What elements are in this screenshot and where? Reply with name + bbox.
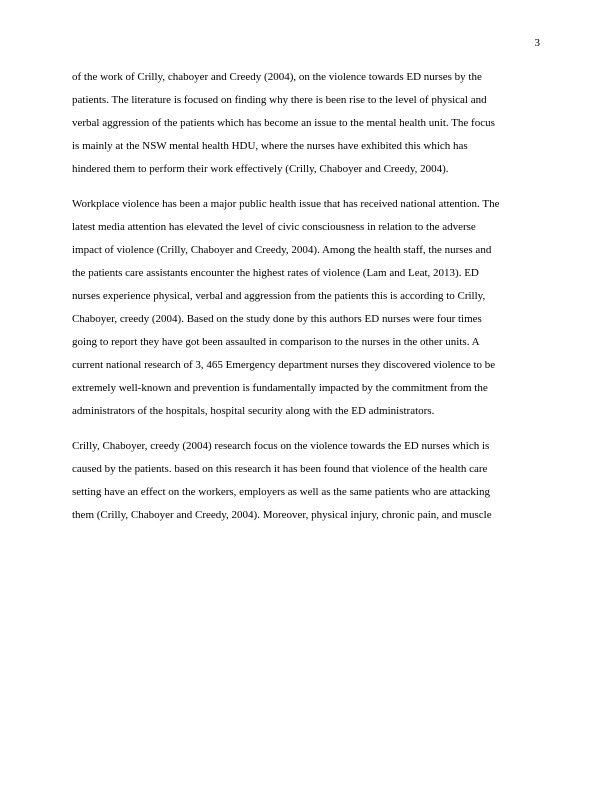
paragraph-gap <box>72 423 544 435</box>
paragraph-3 <box>72 435 544 527</box>
text-line: the patients care assistants encounter the highest rates of violence (Lam and Leat, 2013). ED <box>72 267 479 279</box>
document-body <box>72 66 544 527</box>
text-line: administrators of the hospitals, hospital security along with the ED administrators. <box>72 405 435 417</box>
text-line: them (Crilly, Chaboyer and Creedy, 2004). Moreover, physical injury, chronic pain, and muscle <box>72 509 492 521</box>
text-line: Workplace violence has been a major public health issue that has received national attention. The <box>72 198 500 210</box>
text-line: patients. The literature is focused on finding why there is been rise to the level of physical and <box>72 94 487 106</box>
paragraph-1 <box>72 66 544 181</box>
text-line: nurses experience physical, verbal and aggression from the patients this is according to Crilly, <box>72 290 486 302</box>
text-line: extremely well-known and prevention is fundamentally impacted by the commitment from the <box>72 382 488 394</box>
text-line: latest media attention has elevated the level of civic consciousness in relation to the adverse <box>72 221 476 233</box>
text-line: hindered them to perform their work effectively (Crilly, Chaboyer and Creedy, 2004). <box>72 163 449 175</box>
paragraph-gap <box>72 181 544 193</box>
text-line: Chaboyer, creedy (2004). Based on the study done by this authors ED nurses were four times <box>72 313 482 325</box>
paragraph-2 <box>72 193 544 423</box>
text-line: is mainly at the NSW mental health HDU, where the nurses have exhibited this which has <box>72 140 468 152</box>
text-line: current national research of 3, 465 Emergency department nurses they discovered violence to be <box>72 359 496 371</box>
text-line: going to report they have got been assaulted in comparison to the nurses in the other units. A <box>72 336 480 348</box>
text-line: Crilly, Chaboyer, creedy (2004) research focus on the violence towards the ED nurses which is <box>72 440 490 452</box>
text-line: impact of violence (Crilly, Chaboyer and Creedy, 2004). Among the health staff, the nurses and <box>72 244 492 256</box>
text-line: setting have an effect on the workers, employers as well as the same patients who are attacking <box>72 486 490 498</box>
text-line: verbal aggression of the patients which has become an issue to the mental health unit. The focus <box>72 117 495 129</box>
page-number: 3 <box>534 37 540 49</box>
text-line: of the work of Crilly, chaboyer and Creedy (2004), on the violence towards ED nurses by the <box>72 71 482 83</box>
text-line: caused by the patients. based on this research it has been found that violence of the health care <box>72 463 488 475</box>
